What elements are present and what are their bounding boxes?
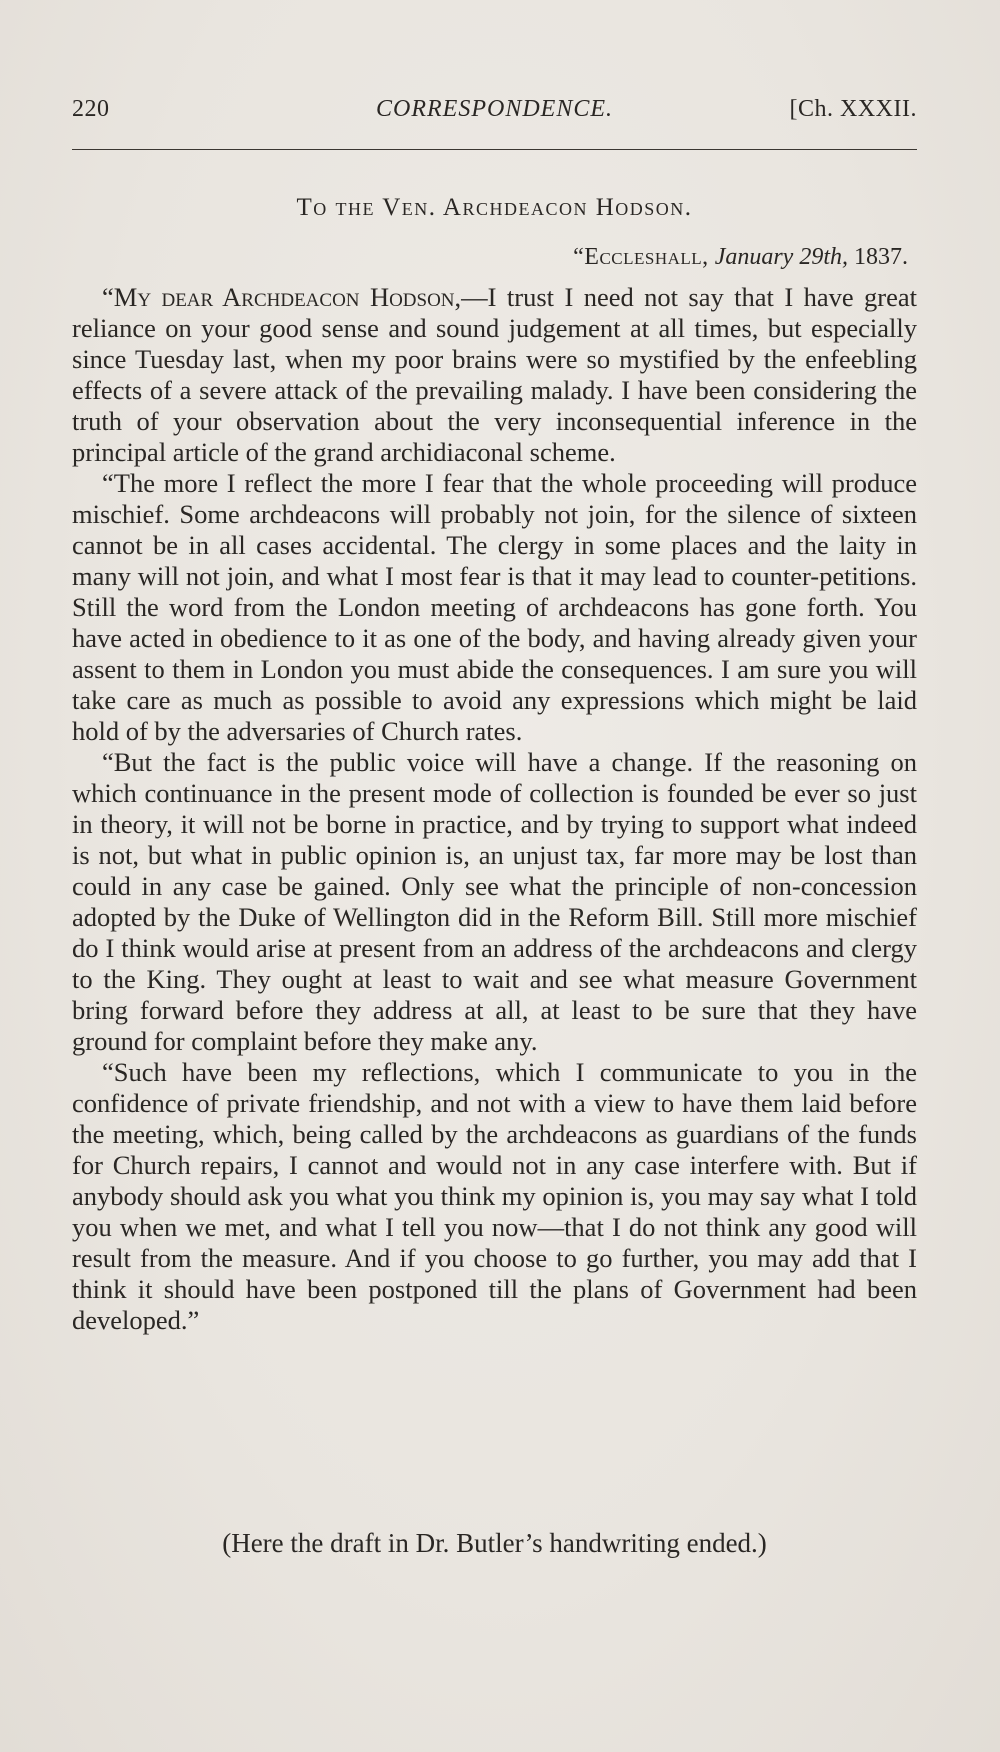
chapter-reference: [Ch. XXXII. xyxy=(789,96,917,122)
header-rule xyxy=(72,149,917,150)
paragraph-text: —I trust I need not say that I have great reliance on your good sense and sound judgement at all times, but especially since Tuesday last, when my poor brains were so mystified by the enfeebling effects of a severe attack of the prevailing malady. I have been considering the truth of your observation about the very inconsequential inference in the principal article of the grand archidiaconal scheme. xyxy=(72,282,918,467)
letter-dateline xyxy=(573,244,908,271)
running-head xyxy=(72,96,917,130)
running-title: CORRESPONDENCE. xyxy=(376,96,613,122)
letter-paragraph: “Such have been my reflections, which I communicate to you in the confidence of private friendship, and not with a view to have them laid before the meeting, which, being called by the archdeacons as guardians of the funds for Church repairs, I cannot and would not in any case interfere with. But if anybody should ask you what you think my opinion is, you may say what I told you when we met, and what I tell you now—that I do not think any good will result from the measure. And if you choose to go further, you may add that I think it should have been postponed till the plans of Government had been developed.” xyxy=(72,1057,917,1335)
letter-paragraph xyxy=(72,282,917,468)
letter-paragraph: “But the fact is the public voice will have a change. If the reasoning on which continuance in the present mode of collection is founded be ever so just in theory, it will not be borne in practice, and by trying to support what indeed is not, but what in public opinion is, an unjust tax, far more may be lost than could in any case be gained. Only see what the principle of non-concession adopted by the Duke of Wellington did in the Reform Bill. Still more mischief do I think would arise at present from an address of the archdeacons and clergy to the King. They ought at least to wait and see what measure Government bring forward before they address at all, at least to be sure that they have ground for complaint before they make any. xyxy=(72,747,917,1056)
letter-heading: To the Ven. Archdeacon Hodson. xyxy=(296,194,693,221)
dateline-place: “Eccleshall, xyxy=(573,244,709,270)
letter-salutation: “My dear Archdeacon Hodson, xyxy=(102,282,462,312)
page-number: 220 xyxy=(72,96,110,122)
closing-note: (Here the draft in Dr. Butler’s handwriting ended.) xyxy=(222,1528,767,1558)
letter-body xyxy=(72,282,917,1336)
dateline-date: January 29th, xyxy=(714,244,848,270)
dateline-year: 1837. xyxy=(854,244,908,270)
letter-paragraph: “The more I reflect the more I fear that the whole proceeding will produce mischief. Some archdeacons will probably not join, for the silence of sixteen cannot be in all cases accidental. The clergy in some places and the laity in many will not join, and what I most fear is that it may lead to counter-petitions. Still the word from the London meeting of archdeacons has gone forth. You have acted in obedience to it as one of the body, and having already given your assent to them in London you must abide the consequences. I am sure you will take care as much as possible to avoid any expressions which might be laid hold of by the adversaries of Church rates. xyxy=(72,468,917,746)
